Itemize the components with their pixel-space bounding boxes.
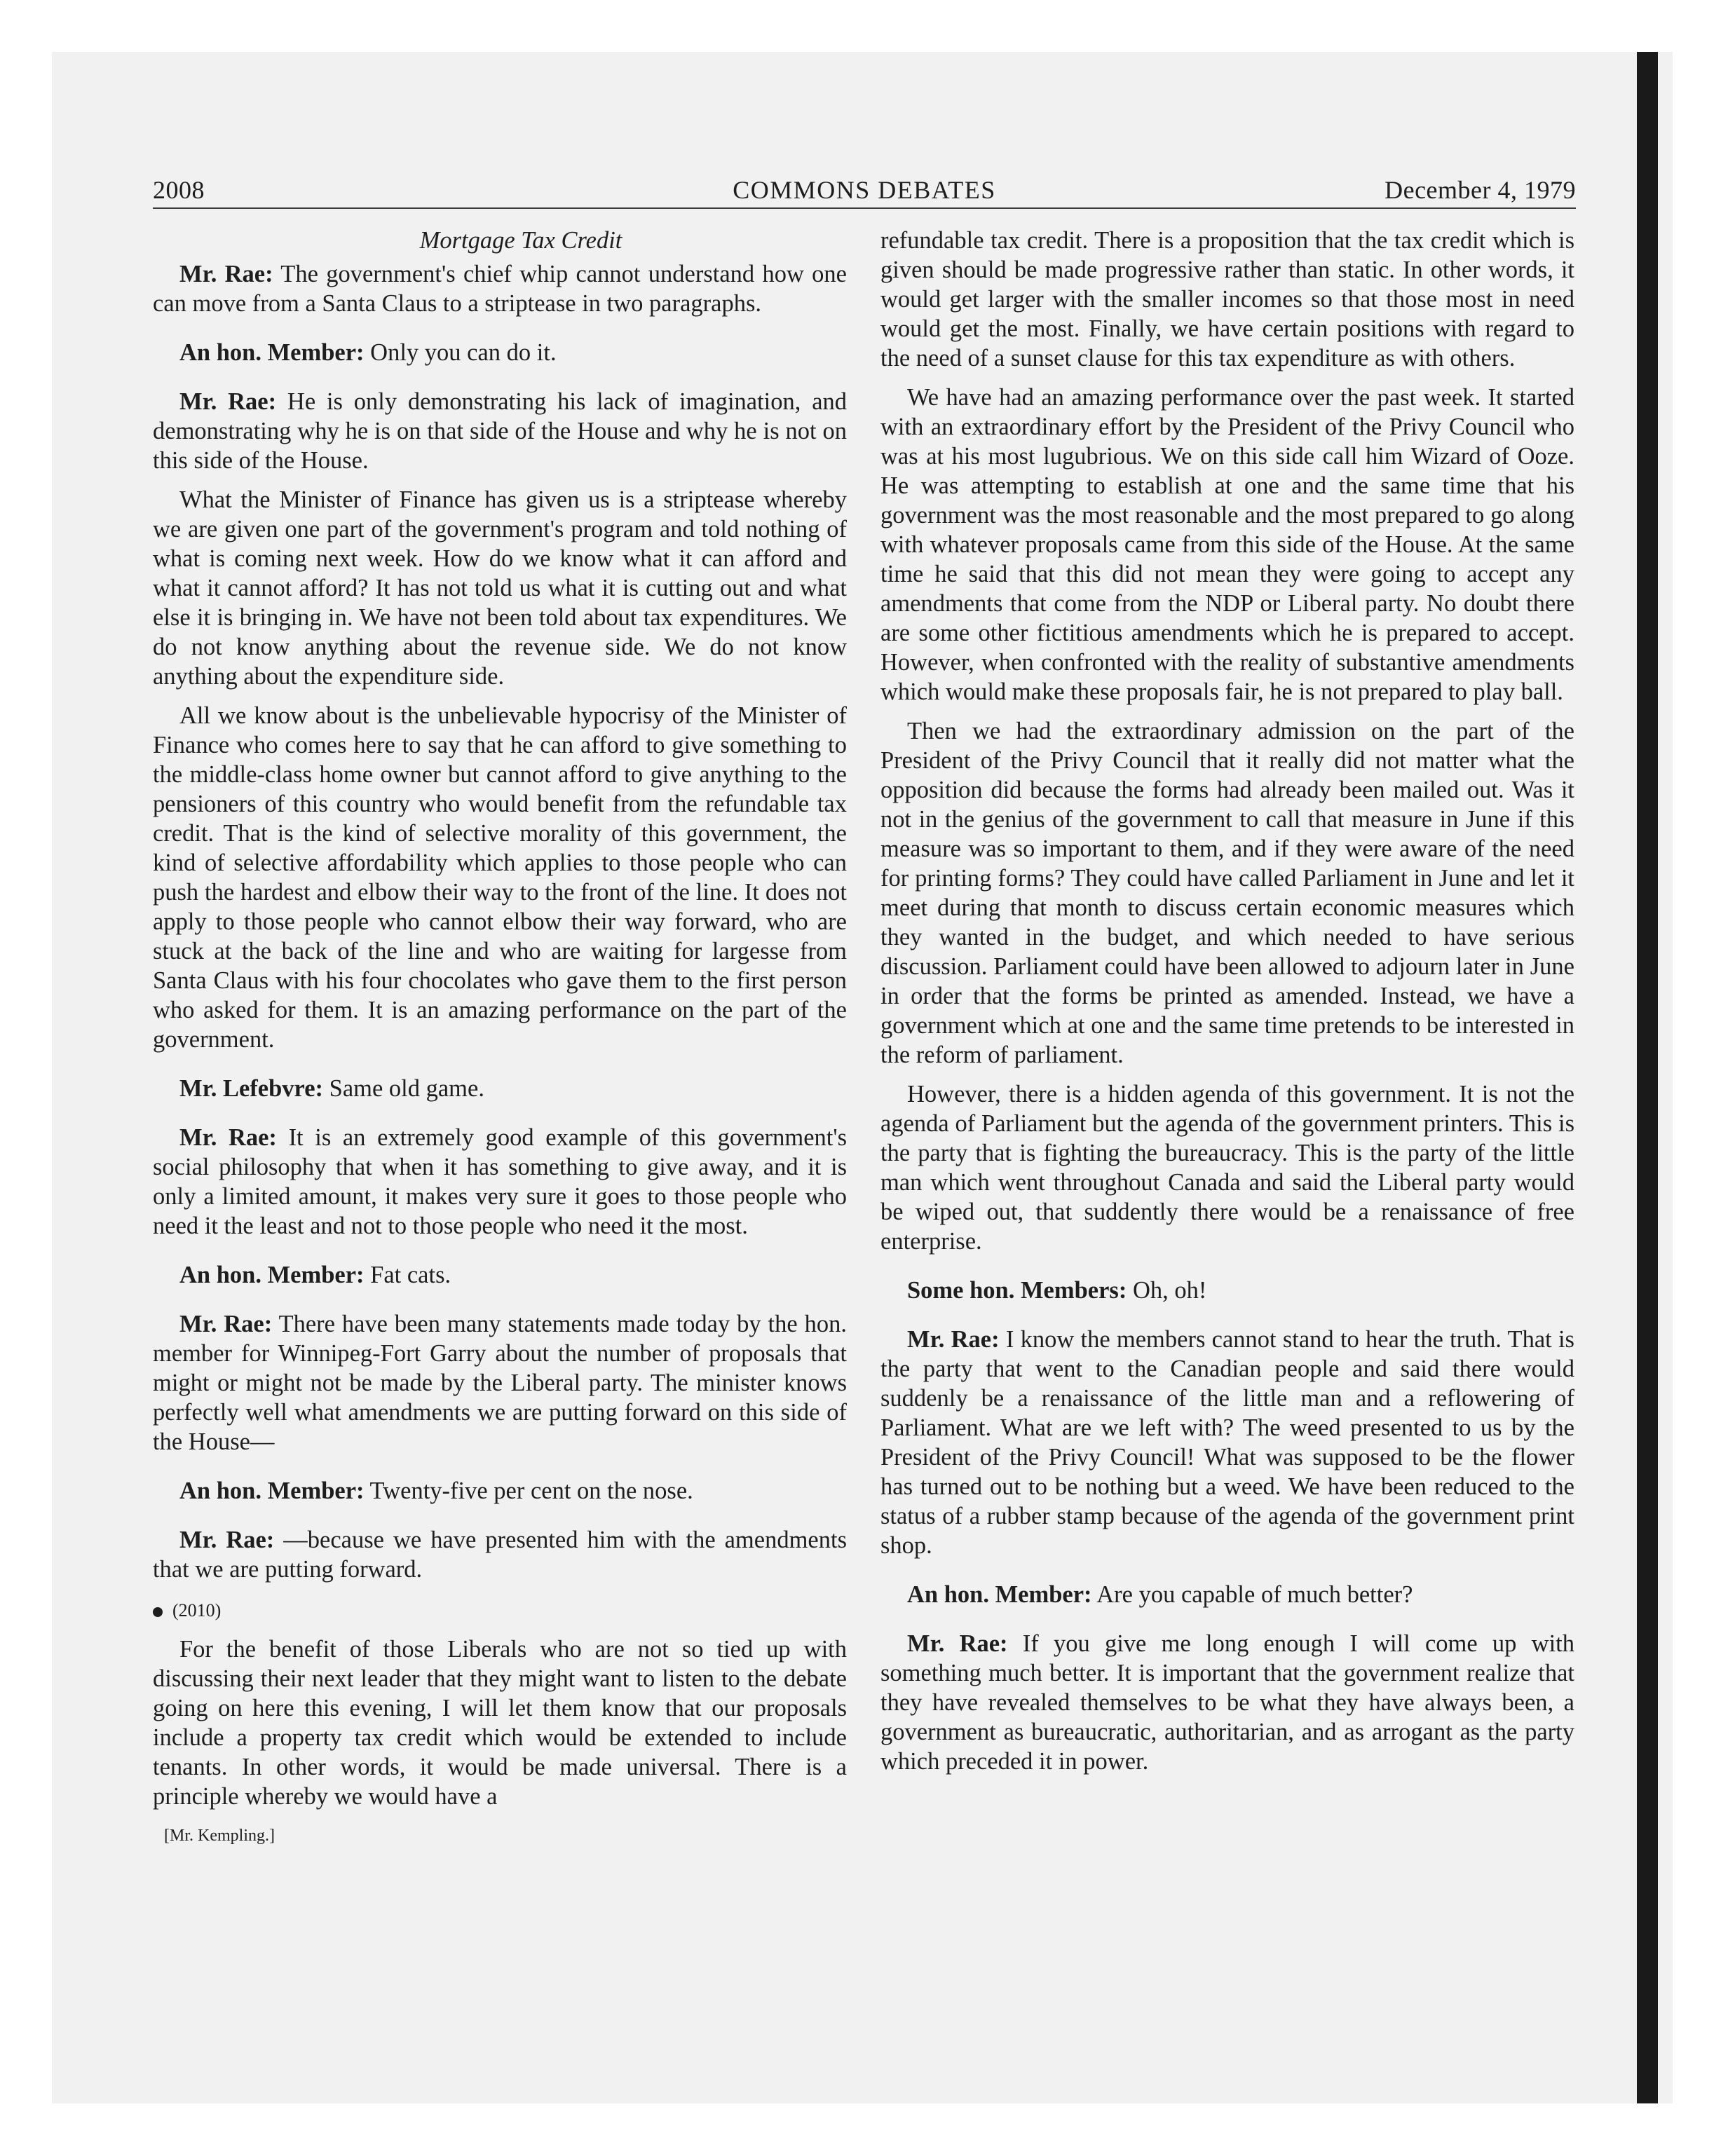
speech-text: Oh, oh! bbox=[1132, 1277, 1207, 1304]
paragraph bbox=[880, 1629, 1574, 1776]
paragraph: For the benefit of those Liberals who are not so tied up with discussing their next leader that they might want to listen to the debate going on here this evening, I will let them know that our proposals include a property tax credit which would be extended to include tenants. In other words, it would be made universal. There is a principle whereby we would have a bbox=[153, 1636, 847, 1810]
paragraph: Then we had the extraordinary admission on the part of the President of the Privy Council that it really did not matter what the opposition did because the forms had already been mailed out. Was it not in the genius of the government to call that measure in June if this measure was so important to them, and if they were aware of the need for printing forms? They could have called Parliament in June and let it meet during that month to discuss certain economic measures which they wanted in the budget, and which needed to have serious discussion. Parliament could have been allowed to adjourn later in June in order that the forms be printed as amended. Instead, we have a government which at one and the same time pretends to be interested in the reform of parliament. bbox=[880, 718, 1574, 1068]
paragraph bbox=[153, 338, 847, 367]
speaker-name: Mr. Rae: bbox=[907, 1326, 1000, 1353]
time-marker-label: (2010) bbox=[172, 1600, 222, 1621]
paragraph bbox=[153, 1525, 847, 1584]
publication-title: COMMONS DEBATES bbox=[733, 176, 996, 204]
paragraph: All we know about is the unbelievable hypocrisy of the Minister of Finance who comes here to say that he can afford to give something to the middle-class home owner but cannot afford to give anything to the pensioners of this country who would benefit from the refundable tax credit. That is the kind of selective morality of this government, the kind of selective affordability which applies to those people who can push the hardest and elbow their way to the front of the line. It does not apply to those people who cannot elbow their way forward, who are stuck at the back of the line and who are waiting for largesse from Santa Claus with his four chocolates who gave them to the first person who asked for them. It is an amazing performance on the part of the government. bbox=[153, 702, 847, 1053]
speaker-name: An hon. Member: bbox=[179, 1262, 365, 1288]
page-number: 2008 bbox=[153, 176, 205, 204]
paragraph bbox=[153, 1074, 847, 1103]
left-column bbox=[153, 226, 847, 1846]
header-rule bbox=[153, 207, 1576, 209]
speech-text: Only you can do it. bbox=[370, 339, 557, 366]
speech-text: I know the members cannot stand to hear the truth. That is the party that went to the Canadian people and said there would suddenly be a renaissance of the little man and a reflowering of Parliament. What are we left with? The weed presented to us by the President of the Privy Council! What was supposed to be the flower has turned out to be nothing but a weed. We have been reduced to the status of a rubber stamp because of the agenda of the government print shop. bbox=[880, 1326, 1574, 1559]
paragraph bbox=[880, 1276, 1574, 1305]
speaker-footnote: [Mr. Kempling.] bbox=[164, 1827, 275, 1845]
paragraph bbox=[153, 387, 847, 475]
speech-text: The government's chief whip cannot understand how one can move from a Santa Claus to a striptease in two paragraphs. bbox=[153, 261, 847, 317]
speaker-name: Mr. Lefebvre: bbox=[179, 1075, 324, 1102]
time-marker bbox=[153, 1599, 847, 1622]
paragraph bbox=[153, 1476, 847, 1506]
speaker-name: Some hon. Members: bbox=[907, 1277, 1127, 1304]
paragraph: refundable tax credit. There is a proposition that the tax credit which is given should be made progressive rather than static. In other words, it would get larger with the smaller incomes so that those most in need would get the most. Finally, we have certain positions with regard to the need of a sunset clause for this tax expenditure as with others. bbox=[880, 227, 1574, 371]
speech-text: —because we have presented him with the amendments that we are putting forward. bbox=[153, 1527, 847, 1583]
speaker-name: An hon. Member: bbox=[179, 1478, 365, 1504]
paragraph bbox=[153, 259, 847, 318]
speaker-name: Mr. Rae: bbox=[179, 388, 277, 415]
speaker-name: An hon. Member: bbox=[907, 1581, 1092, 1608]
bullet-icon bbox=[153, 1607, 163, 1617]
scan-edge-shadow bbox=[1637, 52, 1658, 2103]
speaker-name: An hon. Member: bbox=[179, 339, 365, 366]
paragraph bbox=[153, 1260, 847, 1290]
speaker-name: Mr. Rae: bbox=[907, 1630, 1008, 1657]
speech-text: It is an extremely good example of this government's social philosophy that when it has something to give away, and it is only a limited amount, it makes very sure it goes to those people who need it the least and not to those people who need it the most. bbox=[153, 1124, 848, 1239]
speech-text: Fat cats. bbox=[370, 1262, 451, 1288]
speech-text: If you give me long enough I will come up with something much better. It is important that the government realize that they have revealed themselves to be what they have always been, a government as bureaucratic, authoritarian, and as arrogant as the party which preceded it in power. bbox=[880, 1630, 1574, 1775]
speaker-name: Mr. Rae: bbox=[179, 261, 273, 287]
speech-text: Twenty-five per cent on the nose. bbox=[369, 1478, 693, 1504]
right-column bbox=[880, 226, 1574, 1786]
page-header bbox=[153, 172, 1576, 207]
section-subheading: Mortgage Tax Credit bbox=[419, 227, 622, 254]
paragraph bbox=[880, 1580, 1574, 1609]
paragraph bbox=[880, 1325, 1574, 1560]
paragraph bbox=[153, 1309, 847, 1456]
paragraph bbox=[153, 1123, 847, 1241]
paragraph: We have had an amazing performance over the past week. It started with an extraordinary effort by the President of the Privy Council who was at his most lugubrious. We on this side call him Wizard of Ooze. He was attempting to establish at one and the same time that his government was the most reasonable and the most prepared to go along with whatever proposals came from this side of the House. At the same time he said that this did not mean they were going to accept any amendments that come from the NDP or Liberal party. No doubt there are some other fictitious amendments which he is prepared to accept. However, when confronted with the reality of substantive amendments which would make these proposals fair, he is not prepared to play ball. bbox=[880, 384, 1574, 705]
paragraph: What the Minister of Finance has given us is a striptease whereby we are given one part of the government's program and told nothing of what is coming next week. How do we know what it can afford and what it cannot afford? It has not told us what it is cutting out and what else it is bringing in. We have not been told about tax expenditures. We do not know anything about the revenue side. We do not know anything about the expenditure side. bbox=[153, 486, 847, 690]
speech-text: There have been many statements made today by the hon. member for Winnipeg-Fort Garry about the number of proposals that might or might not be made by the Liberal party. The minister knows perfectly well what amendments we are putting forward on this side of the House— bbox=[153, 1311, 847, 1455]
issue-date: December 4, 1979 bbox=[1384, 176, 1576, 204]
speech-text: Are you capable of much better? bbox=[1096, 1581, 1413, 1608]
speaker-name: Mr. Rae: bbox=[179, 1311, 273, 1337]
paragraph: However, there is a hidden agenda of this government. It is not the agenda of Parliament but the agenda of the government printers. This is the party that is fighting the bureaucracy. This is the party of the little man which went throughout Canada and said the Liberal party would be wiped out, that suddently there would be a renaissance of free enterprise. bbox=[880, 1081, 1574, 1255]
speaker-name: Mr. Rae: bbox=[179, 1527, 275, 1553]
speech-text: Same old game. bbox=[329, 1075, 484, 1102]
speech-text: He is only demonstrating his lack of imagination, and demonstrating why he is on that side of the House and why he is not on this side of the House. bbox=[153, 388, 848, 474]
speaker-name: Mr. Rae: bbox=[179, 1124, 277, 1151]
